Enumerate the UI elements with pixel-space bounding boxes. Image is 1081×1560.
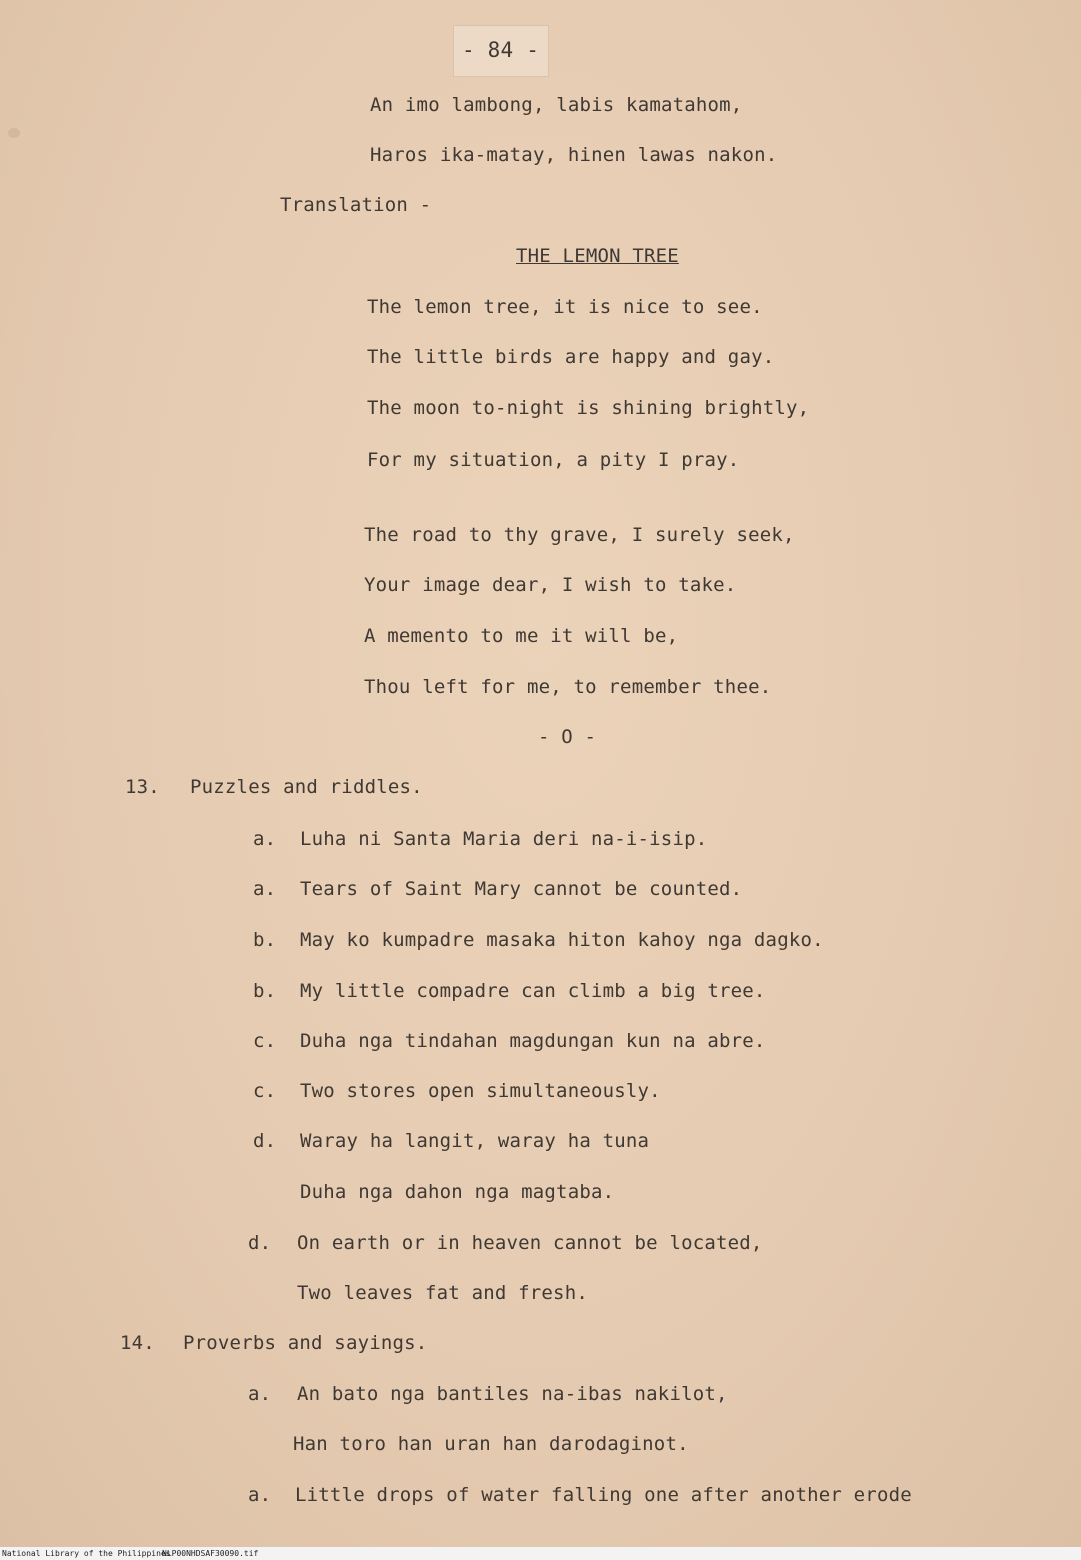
item-letter: a. <box>248 1383 272 1405</box>
item-letter: c. <box>253 1030 277 1052</box>
section-heading: Proverbs and sayings. <box>183 1332 428 1354</box>
item-letter: c. <box>253 1080 277 1102</box>
poem-line: The road to thy grave, I surely seek, <box>364 524 795 546</box>
verse-line: Haros ika-matay, hinen lawas nakon. <box>370 144 778 166</box>
poem-line: Your image dear, I wish to take. <box>364 574 737 596</box>
translation-label: Translation - <box>280 194 432 216</box>
scan-footer <box>0 1547 1081 1560</box>
item-text: Duha nga dahon nga magtaba. <box>300 1181 615 1203</box>
poem-line: A memento to me it will be, <box>364 625 679 647</box>
footer-library-name: National Library of the Philippines <box>2 1549 171 1558</box>
item-letter: a. <box>253 828 277 850</box>
verse-line: An imo lambong, labis kamatahom, <box>370 94 743 116</box>
poem-line: For my situation, a pity I pray. <box>367 449 740 471</box>
section-number: 13. <box>125 776 160 798</box>
item-text: Waray ha langit, waray ha tuna <box>300 1130 650 1152</box>
item-letter: d. <box>253 1130 277 1152</box>
item-letter: d. <box>248 1232 272 1254</box>
item-text: Little drops of water falling one after another erode <box>295 1484 912 1506</box>
item-text: Luha ni Santa Maria deri na-i-isip. <box>300 828 708 850</box>
page-number: - 84 - <box>462 38 540 62</box>
section-separator: - O - <box>538 726 597 748</box>
item-text: Tears of Saint Mary cannot be counted. <box>300 878 743 900</box>
item-text: An bato nga bantiles na-ibas nakilot, <box>297 1383 728 1405</box>
poem-line: The little birds are happy and gay. <box>367 346 775 368</box>
poem-line: The lemon tree, it is nice to see. <box>367 296 763 318</box>
section-heading: Puzzles and riddles. <box>190 776 423 798</box>
item-text: May ko kumpadre masaka hiton kahoy nga dagko. <box>300 929 824 951</box>
item-letter: a. <box>248 1484 272 1506</box>
item-text: On earth or in heaven cannot be located, <box>297 1232 763 1254</box>
paper-stain <box>8 128 20 138</box>
poem-line: Thou left for me, to remember thee. <box>364 676 772 698</box>
item-text: Two stores open simultaneously. <box>300 1080 661 1102</box>
section-number: 14. <box>120 1332 155 1354</box>
item-text: My little compadre can climb a big tree. <box>300 980 766 1002</box>
poem-title: THE LEMON TREE <box>516 245 679 267</box>
item-text: Two leaves fat and fresh. <box>297 1282 588 1304</box>
item-letter: a. <box>253 878 277 900</box>
item-text: Han toro han uran han darodaginot. <box>293 1433 689 1455</box>
item-text: Duha nga tindahan magdungan kun na abre. <box>300 1030 766 1052</box>
item-letter: b. <box>253 929 277 951</box>
item-letter: b. <box>253 980 277 1002</box>
poem-line: The moon to-night is shining brightly, <box>367 397 810 419</box>
footer-file-name: NLP00NHDSAF30090.tif <box>162 1549 259 1558</box>
